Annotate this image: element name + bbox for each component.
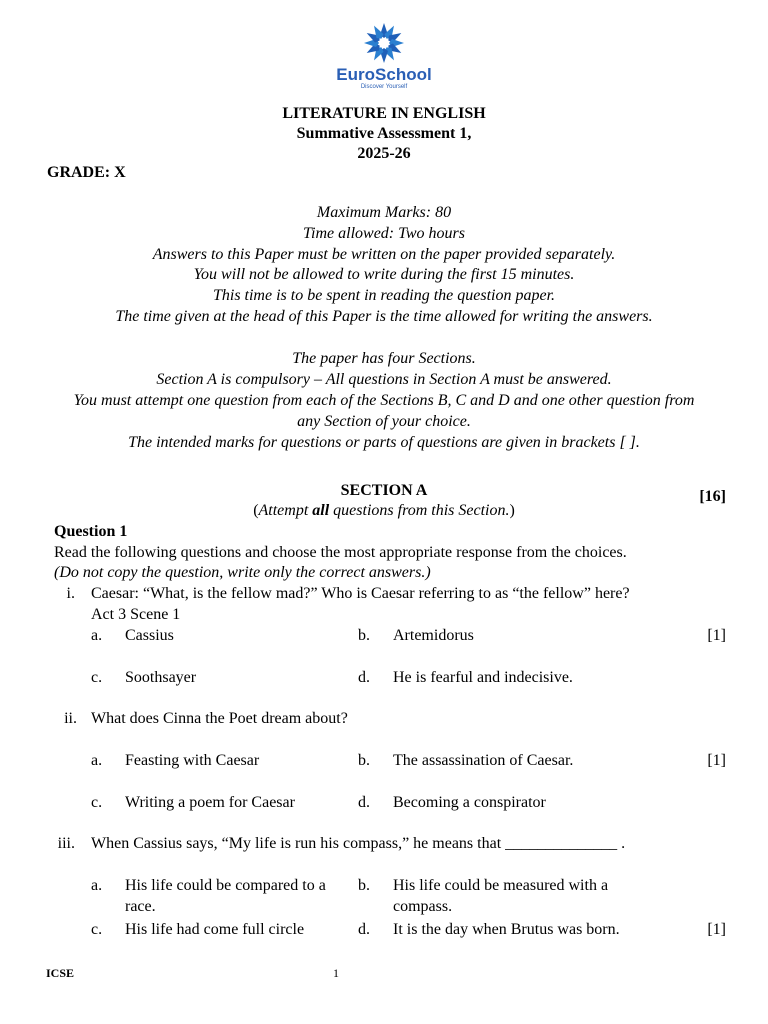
option-letter: c. bbox=[91, 669, 103, 686]
option-letter: a. bbox=[91, 627, 103, 644]
attempt-text-pre: Attempt bbox=[258, 502, 313, 519]
logo-name: EuroSchool bbox=[336, 65, 432, 84]
item-number: ii. bbox=[64, 710, 77, 727]
footer-board: ICSE bbox=[46, 966, 75, 980]
option-text: His life had come full circle bbox=[125, 921, 305, 938]
item-marks: [1] bbox=[707, 627, 726, 644]
page-number: 1 bbox=[333, 966, 339, 980]
attempt-text-bold: all bbox=[312, 502, 330, 519]
option-text: His life could be measured with a bbox=[393, 877, 609, 894]
option-letter: a. bbox=[91, 752, 103, 769]
sections-info-line: The paper has four Sections. bbox=[292, 350, 476, 367]
attempt-open-paren: ( bbox=[253, 502, 259, 519]
paper-subtitle: Summative Assessment 1, bbox=[296, 125, 472, 142]
option-text: Cassius bbox=[125, 627, 174, 644]
option-letter: b. bbox=[358, 752, 370, 769]
instruction-line: Maximum Marks: 80 bbox=[316, 204, 452, 221]
instruction-line: This time is to be spent in reading the question paper. bbox=[212, 287, 556, 304]
item-text: What does Cinna the Poet dream about? bbox=[91, 710, 348, 727]
grade-label: GRADE: X bbox=[47, 164, 126, 181]
instruction-line: You will not be allowed to write during the first 15 minutes. bbox=[193, 266, 575, 283]
option-letter: d. bbox=[358, 669, 370, 686]
option-text: He is fearful and indecisive. bbox=[393, 669, 573, 686]
section-a-marks: [16] bbox=[699, 488, 726, 505]
option-letter: b. bbox=[358, 877, 370, 894]
option-text-continued: compass. bbox=[393, 898, 453, 915]
paper-year: 2025-26 bbox=[357, 145, 411, 162]
option-letter: c. bbox=[91, 921, 103, 938]
section-a-title: SECTION A bbox=[340, 482, 428, 499]
option-text: The assassination of Caesar. bbox=[393, 752, 574, 769]
school-logo bbox=[0, 22, 768, 91]
option-text: Becoming a conspirator bbox=[393, 794, 546, 811]
option-letter: d. bbox=[358, 794, 370, 811]
question-label: Question 1 bbox=[54, 523, 128, 540]
instruction-line: The time given at the head of this Paper is the time allowed for writing the answers. bbox=[115, 308, 653, 325]
option-letter: a. bbox=[91, 877, 103, 894]
instruction-line: Answers to this Paper must be written on the paper provided separately. bbox=[152, 246, 616, 263]
option-text: His life could be compared to a bbox=[125, 877, 326, 894]
option-text: It is the day when Brutus was born. bbox=[393, 921, 620, 938]
question-intro: Read the following questions and choose the most appropriate response from the choices. bbox=[54, 544, 627, 561]
option-text: Writing a poem for Caesar bbox=[125, 794, 295, 811]
attempt-close-paren: ) bbox=[509, 502, 515, 519]
sections-info-line: Section A is compulsory – All questions in Section A must be answered. bbox=[156, 371, 612, 388]
paper-title: LITERATURE IN ENGLISH bbox=[282, 105, 486, 122]
option-text: Soothsayer bbox=[125, 669, 197, 686]
logo-star-icon bbox=[359, 22, 409, 64]
option-text-continued: race. bbox=[125, 898, 156, 915]
sections-info-line: any Section of your choice. bbox=[297, 413, 471, 430]
item-text: Caesar: “What, is the fellow mad?” Who is Caesar referring to as “the fellow” here? bbox=[91, 585, 630, 602]
attempt-text-post: questions from this Section. bbox=[329, 502, 510, 519]
question-note: (Do not copy the question, write only the correct answers.) bbox=[54, 564, 431, 581]
logo-tagline: Discover Yourself bbox=[360, 84, 408, 90]
item-number: iii. bbox=[57, 835, 75, 852]
option-letter: d. bbox=[358, 921, 370, 938]
item-number: i. bbox=[66, 585, 75, 602]
sections-info-line: The intended marks for questions or parts of questions are given in brackets [ ]. bbox=[128, 434, 640, 451]
option-text: Feasting with Caesar bbox=[125, 752, 260, 769]
instruction-line: Time allowed: Two hours bbox=[303, 225, 465, 242]
item-marks: [1] bbox=[707, 752, 726, 769]
section-a-attempt bbox=[0, 501, 768, 522]
item-text: When Cassius says, “My life is run his compass,” he means that ______________ . bbox=[91, 835, 626, 852]
item-text-continued: Act 3 Scene 1 bbox=[91, 606, 181, 623]
sections-info-line: You must attempt one question from each of the Sections B, C and D and one other question from bbox=[73, 392, 695, 409]
option-letter: b. bbox=[358, 627, 370, 644]
option-text: Artemidorus bbox=[393, 627, 474, 644]
option-letter: c. bbox=[91, 794, 103, 811]
item-marks: [1] bbox=[707, 921, 726, 938]
